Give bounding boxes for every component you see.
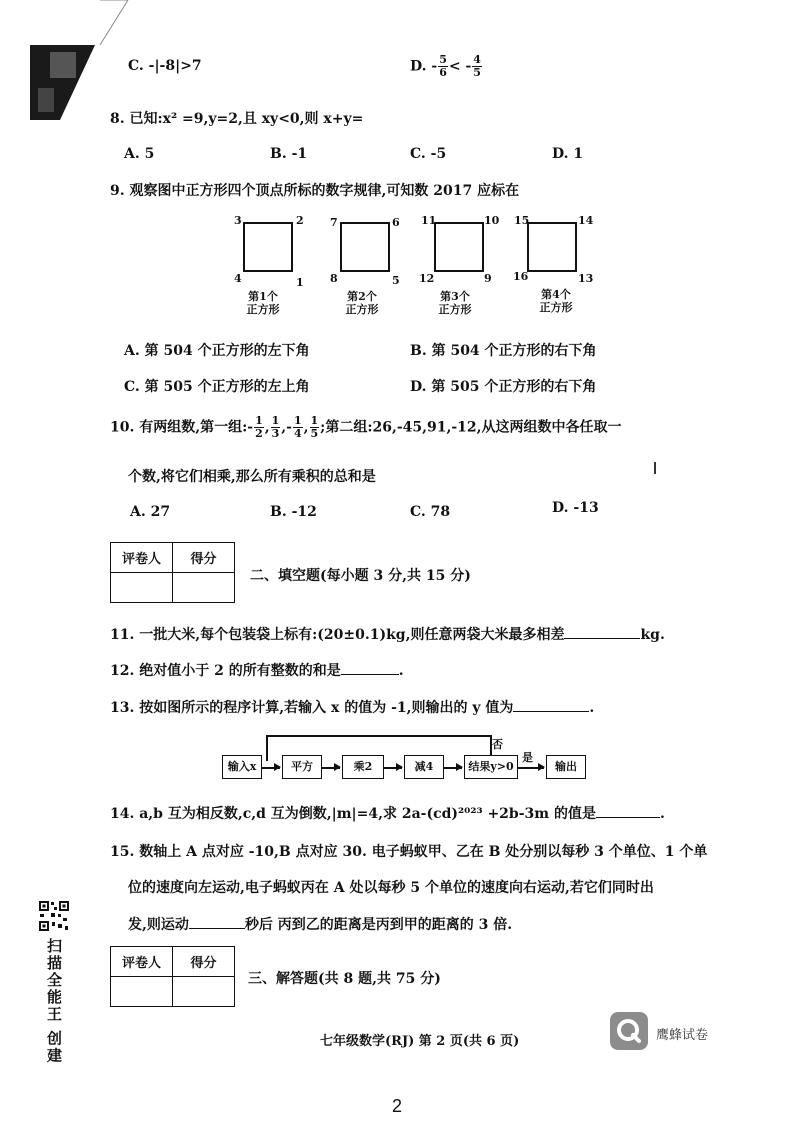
- corner-label: 6: [392, 216, 400, 229]
- score-cell[interactable]: [173, 977, 235, 1007]
- qr-code-icon: [38, 900, 70, 932]
- answer-blank[interactable]: [596, 806, 660, 818]
- square: [527, 222, 577, 272]
- page-number: 2: [392, 1096, 403, 1116]
- q7-option-d: D. - $\frac{5}{6}$ < - $\frac{4}{5}$: [410, 53, 481, 79]
- square-caption: 第1个 正方形: [246, 290, 280, 316]
- q15-line1: 15. 数轴上 A 点对应 -10,B 点对应 30. 电子蚂蚁甲、乙在 B 处分别以每秒 3 个单位、1 个单: [110, 844, 708, 860]
- corner-label: 5: [392, 274, 400, 287]
- q8-option-a: A. 5: [124, 146, 155, 162]
- q10-stem: 10. 有两组数,第一组:- $\frac{1}{2}$ , $\frac{1}{3}$ ,- $\frac{1}{4}$ , $\frac{1}{5}$ ;第二组:26,-45,91,-12,从这两组数中各任取一: [110, 414, 622, 440]
- square-caption: 第2个 正方形: [345, 290, 379, 316]
- corner-label: 7: [330, 216, 338, 229]
- flow-times2-box: 乘2: [342, 755, 384, 779]
- answer-blank[interactable]: [513, 700, 589, 712]
- q11-text: 11. 一批大米,每个包装袋上标有:(20±0.1)kg,则任意两袋大米最多相差 kg.: [110, 627, 665, 643]
- watermark-text: 鹰蜂试卷: [656, 1028, 709, 1043]
- corner-label: 2: [296, 214, 304, 227]
- corner-label: 9: [484, 272, 492, 285]
- flow-minus4-box: 减4: [404, 755, 444, 779]
- answer-blank[interactable]: [564, 627, 640, 639]
- score-header: 得分: [173, 543, 235, 573]
- flow-no-label: 否: [492, 738, 503, 751]
- flow-input-box: 输入x: [222, 755, 262, 779]
- square-caption: 第4个 正方形: [539, 288, 573, 314]
- q8-option-d: D. 1: [552, 146, 584, 162]
- square-caption: 第3个 正方形: [438, 290, 472, 316]
- score-cell[interactable]: [173, 573, 235, 603]
- corner-label: 14: [578, 214, 594, 227]
- flow-output-box: 输出: [546, 755, 586, 779]
- score-header: 得分: [173, 947, 235, 977]
- q12-text: 12. 绝对值小于 2 的所有整数的和是 .: [110, 663, 404, 679]
- flow-square-box: 平方: [282, 755, 322, 779]
- q13-text: 13. 按如图所示的程序计算,若输入 x 的值为 -1,则输出的 y 值为 .: [110, 700, 595, 716]
- q9-option-c: C. 第 505 个正方形的左上角: [124, 379, 310, 395]
- corner-label: 10: [484, 214, 500, 227]
- square: [434, 222, 484, 272]
- score-table-section3: [110, 946, 235, 1007]
- section3-title: 三、解答题(共 8 题,共 75 分): [248, 971, 441, 987]
- q15-line3: 发,则运动 秒后 丙到乙的距离是丙到甲的距离的 3 倍.: [128, 917, 513, 933]
- grader-header: 评卷人: [111, 947, 173, 977]
- answer-blank[interactable]: [341, 663, 399, 675]
- q8-stem: 8. 已知:x² =9,y=2,且 xy<0,则 x+y=: [110, 111, 364, 127]
- corner-label: 13: [578, 272, 594, 285]
- watermark-logo-icon: [610, 1012, 648, 1050]
- q15-line2: 位的速度向左运动,电子蚂蚁丙在 A 处以每秒 5 个单位的速度向右运动,若它们同时出: [128, 880, 654, 896]
- q9-stem: 9. 观察图中正方形四个顶点所标的数字规律,可知数 2017 应标在: [110, 183, 520, 199]
- flow-loop-line: [266, 735, 491, 737]
- flow-loop-line: [266, 735, 268, 761]
- corner-label: 1: [296, 276, 304, 289]
- score-table-section2: [110, 542, 235, 603]
- scan-mark: [654, 462, 656, 474]
- corner-label: 16: [513, 270, 529, 283]
- corner-label: 11: [421, 214, 437, 227]
- q9-option-b: B. 第 504 个正方形的右下角: [410, 343, 597, 359]
- answer-blank[interactable]: [189, 917, 245, 929]
- q7-option-c: C. -|-8|>7: [128, 58, 202, 74]
- q14-text: 14. a,b 互为相反数,c,d 互为倒数,|m|=4,求 2a-(cd)²⁰²³ +2b-3m 的值是 .: [110, 806, 665, 822]
- corner-label: 3: [234, 214, 242, 227]
- q10-option-b: B. -12: [270, 504, 317, 520]
- grader-cell[interactable]: [111, 573, 173, 603]
- q10-option-d: D. -13: [552, 500, 599, 516]
- section2-title: 二、填空题(每小题 3 分,共 15 分): [250, 568, 471, 584]
- q9-option-a: A. 第 504 个正方形的左下角: [124, 343, 310, 359]
- grader-header: 评卷人: [111, 543, 173, 573]
- corner-label: 8: [330, 272, 338, 285]
- corner-label: 12: [419, 272, 435, 285]
- grader-cell[interactable]: [111, 977, 173, 1007]
- flow-arrow: [444, 767, 462, 769]
- q10-line2: 个数,将它们相乘,那么所有乘积的总和是: [128, 469, 376, 485]
- flow-arrow: [262, 767, 280, 769]
- scanner-credit: 扫描全能王 创建: [45, 938, 63, 1065]
- flow-arrow-yes: [518, 767, 544, 769]
- square: [340, 222, 390, 272]
- corner-label: 4: [234, 272, 242, 285]
- flow-yes-label: 是: [522, 751, 533, 764]
- square: [243, 222, 293, 272]
- corner-label: 15: [514, 214, 530, 227]
- q10-option-a: A. 27: [130, 504, 171, 520]
- q8-option-b: B. -1: [270, 146, 308, 162]
- q10-option-c: C. 78: [410, 504, 451, 520]
- flow-arrow: [322, 767, 340, 769]
- q9-option-d: D. 第 505 个正方形的右下角: [410, 379, 597, 395]
- flow-arrow: [384, 767, 402, 769]
- flow-check-box: 结果y>0: [464, 755, 518, 779]
- page-footer: 七年级数学(RJ) 第 2 页(共 6 页): [320, 1034, 520, 1049]
- q8-option-c: C. -5: [410, 146, 447, 162]
